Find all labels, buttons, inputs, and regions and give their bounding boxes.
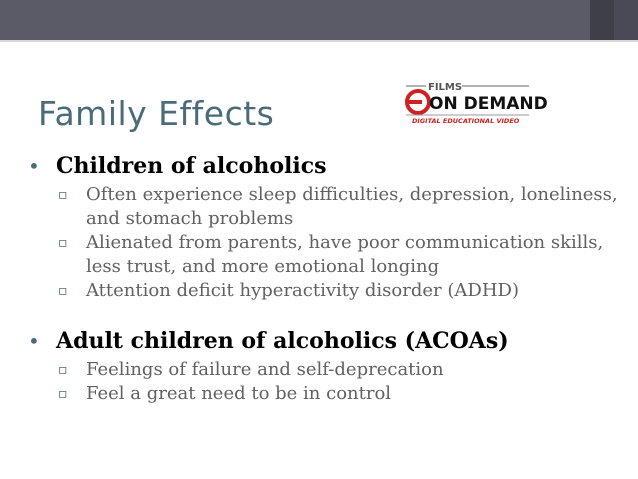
slide-title: Family Effects xyxy=(38,94,275,133)
logo-top-text: FILMS xyxy=(428,82,463,93)
bullet-text: Often experience sleep difficulties, depression, loneliness, and stomach problems xyxy=(86,184,618,229)
square-bullet-icon: ▫ xyxy=(58,283,68,299)
bullet-level1 xyxy=(28,152,628,180)
square-bullet-icon: ▫ xyxy=(58,362,68,378)
bullet-level2 xyxy=(28,279,628,303)
slide-body xyxy=(28,152,628,406)
top-bar xyxy=(0,0,638,40)
bullet-level2 xyxy=(28,382,628,406)
top-bar-accent-block xyxy=(614,0,638,40)
square-bullet-icon: ▫ xyxy=(58,187,68,203)
bullet-text: Alienated from parents, have poor communication skills, less trust, and more emotional longing xyxy=(86,232,604,277)
bullet-level2 xyxy=(28,231,628,279)
square-bullet-icon: ▫ xyxy=(58,235,68,251)
bullet-level2 xyxy=(28,358,628,382)
bullet-text: Attention deficit hyperactivity disorder (ADHD) xyxy=(86,280,519,301)
bullet-text: Feel a great need to be in control xyxy=(86,383,392,404)
section-heading: Children of alcoholics xyxy=(56,153,327,179)
logo-main-text: ON DEMAND xyxy=(429,94,548,114)
bullet-level1 xyxy=(28,327,628,355)
section-heading: Adult children of alcoholics (ACOAs) xyxy=(56,328,509,354)
top-bar-accent-block xyxy=(590,0,614,40)
bullet-text: Feelings of failure and self-deprecation xyxy=(86,359,444,380)
films-on-demand-logo xyxy=(404,80,548,125)
bullet-icon: • xyxy=(28,329,40,353)
square-bullet-icon: ▫ xyxy=(58,386,68,402)
bullet-level2 xyxy=(28,183,628,231)
divider xyxy=(0,40,638,42)
bullet-icon: • xyxy=(28,154,40,178)
logo-sub-text: DIGITAL EDUCATIONAL VIDEO xyxy=(412,117,520,125)
